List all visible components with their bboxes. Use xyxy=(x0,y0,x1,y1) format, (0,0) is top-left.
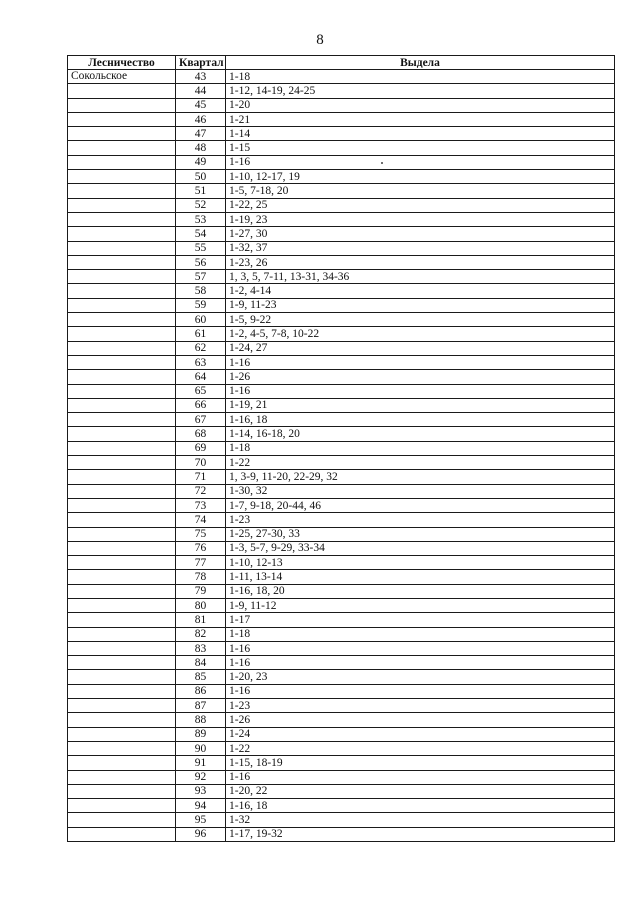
table-header-row xyxy=(68,56,615,70)
plots-cell: 1-9, 11-23 xyxy=(226,298,615,312)
quarter-cell: 83 xyxy=(176,641,226,655)
table-row xyxy=(68,427,615,441)
table-row xyxy=(68,298,615,312)
table-row xyxy=(68,584,615,598)
quarter-cell: 53 xyxy=(176,212,226,226)
table-row xyxy=(68,756,615,770)
table-row xyxy=(68,255,615,269)
plots-cell: 1-20, 23 xyxy=(226,670,615,684)
table-row xyxy=(68,184,615,198)
plots-cell: 1-16, 18 xyxy=(226,799,615,813)
plots-cell: 1-5, 7-18, 20 xyxy=(226,184,615,198)
quarter-cell: 59 xyxy=(176,298,226,312)
quarter-cell: 51 xyxy=(176,184,226,198)
table-row xyxy=(68,684,615,698)
table-row xyxy=(68,770,615,784)
forestry-cell-empty xyxy=(68,456,176,470)
forestry-cell-empty xyxy=(68,598,176,612)
quarter-cell: 55 xyxy=(176,241,226,255)
forestry-cell-empty xyxy=(68,756,176,770)
plots-cell: 1-26 xyxy=(226,713,615,727)
plots-cell: 1-24 xyxy=(226,727,615,741)
table-row xyxy=(68,527,615,541)
forestry-name: Сокольское xyxy=(68,70,176,84)
quarter-cell: 69 xyxy=(176,441,226,455)
quarter-cell: 93 xyxy=(176,784,226,798)
forestry-cell-empty xyxy=(68,727,176,741)
forestry-cell-empty xyxy=(68,184,176,198)
plots-cell: 1-20 xyxy=(226,98,615,112)
table-row xyxy=(68,699,615,713)
plots-cell: 1-16 xyxy=(226,656,615,670)
table-row xyxy=(68,456,615,470)
forestry-cell-empty xyxy=(68,441,176,455)
table-row xyxy=(68,441,615,455)
plots-cell: 1-10, 12-13 xyxy=(226,556,615,570)
forestry-cell-empty xyxy=(68,398,176,412)
plots-cell: 1-19, 23 xyxy=(226,212,615,226)
forestry-cell-empty xyxy=(68,155,176,169)
table-row xyxy=(68,384,615,398)
quarter-cell: 57 xyxy=(176,270,226,284)
forestry-cell-empty xyxy=(68,370,176,384)
quarter-cell: 65 xyxy=(176,384,226,398)
plots-cell: 1-3, 5-7, 9-29, 33-34 xyxy=(226,541,615,555)
forestry-cell-empty xyxy=(68,212,176,226)
forestry-cell-empty xyxy=(68,713,176,727)
forestry-cell-empty xyxy=(68,484,176,498)
quarter-cell: 44 xyxy=(176,84,226,98)
table-row xyxy=(68,670,615,684)
quarter-cell: 86 xyxy=(176,684,226,698)
quarter-cell: 72 xyxy=(176,484,226,498)
quarter-cell: 77 xyxy=(176,556,226,570)
table-row xyxy=(68,827,615,841)
table-row xyxy=(68,413,615,427)
table-row xyxy=(68,541,615,555)
table-row xyxy=(68,598,615,612)
forestry-cell-empty xyxy=(68,270,176,284)
table-row xyxy=(68,570,615,584)
quarter-cell: 60 xyxy=(176,313,226,327)
table-row xyxy=(68,141,615,155)
forestry-cell-empty xyxy=(68,498,176,512)
forestry-cell-empty xyxy=(68,413,176,427)
forestry-cell-empty xyxy=(68,541,176,555)
quarter-cell: 87 xyxy=(176,699,226,713)
forestry-cell-empty xyxy=(68,784,176,798)
table-body xyxy=(68,70,615,842)
forestry-cell-empty xyxy=(68,170,176,184)
quarter-cell: 76 xyxy=(176,541,226,555)
table-row xyxy=(68,227,615,241)
plots-cell: 1-14, 16-18, 20 xyxy=(226,427,615,441)
forestry-cell-empty xyxy=(68,355,176,369)
table-row xyxy=(68,627,615,641)
forestry-cell-empty xyxy=(68,513,176,527)
quarter-cell: 66 xyxy=(176,398,226,412)
quarter-cell: 63 xyxy=(176,355,226,369)
plots-cell: 1-7, 9-18, 20-44, 46 xyxy=(226,498,615,512)
forestry-cell-empty xyxy=(68,741,176,755)
forestry-cell-empty xyxy=(68,327,176,341)
forestry-cell-empty xyxy=(68,613,176,627)
forestry-cell-empty xyxy=(68,684,176,698)
quarter-cell: 48 xyxy=(176,141,226,155)
quarter-cell: 43 xyxy=(176,70,226,84)
quarter-cell: 88 xyxy=(176,713,226,727)
forestry-cell-empty xyxy=(68,298,176,312)
header-plots: Выдела xyxy=(226,56,615,70)
plots-cell: 1-17, 19-32 xyxy=(226,827,615,841)
plots-cell: 1-32 xyxy=(226,813,615,827)
forestry-cell-empty xyxy=(68,584,176,598)
forestry-cell-empty xyxy=(68,313,176,327)
plots-cell: 1-17 xyxy=(226,613,615,627)
forestry-cell-empty xyxy=(68,384,176,398)
forestry-cell-empty xyxy=(68,98,176,112)
quarter-cell: 56 xyxy=(176,255,226,269)
header-quarter: Квартал xyxy=(176,56,226,70)
plots-cell: 1-23, 26 xyxy=(226,255,615,269)
table-row xyxy=(68,741,615,755)
header-forestry: Лесничество xyxy=(68,56,176,70)
plots-cell: 1-19, 21 xyxy=(226,398,615,412)
quarter-cell: 81 xyxy=(176,613,226,627)
quarter-cell: 54 xyxy=(176,227,226,241)
plots-cell: 1-18 xyxy=(226,441,615,455)
table-row xyxy=(68,713,615,727)
quarter-cell: 84 xyxy=(176,656,226,670)
plots-cell: 1-16 xyxy=(226,384,615,398)
forestry-cell-empty xyxy=(68,641,176,655)
table-row xyxy=(68,727,615,741)
plots-cell: 1-22 xyxy=(226,456,615,470)
table-row xyxy=(68,155,615,169)
plots-cell: 1-16 xyxy=(226,770,615,784)
plots-cell: 1, 3, 5, 7-11, 13-31, 34-36 xyxy=(226,270,615,284)
forestry-cell-empty xyxy=(68,570,176,584)
table-row xyxy=(68,556,615,570)
table-row xyxy=(68,112,615,126)
forestry-cell-empty xyxy=(68,255,176,269)
quarter-cell: 92 xyxy=(176,770,226,784)
table-row xyxy=(68,84,615,98)
table-row xyxy=(68,355,615,369)
table-row xyxy=(68,641,615,655)
plots-cell: 1-23 xyxy=(226,513,615,527)
quarter-cell: 64 xyxy=(176,370,226,384)
forestry-cell-empty xyxy=(68,656,176,670)
quarter-cell: 52 xyxy=(176,198,226,212)
quarter-cell: 50 xyxy=(176,170,226,184)
quarter-cell: 58 xyxy=(176,284,226,298)
plots-cell: 1-16 xyxy=(226,684,615,698)
table-row xyxy=(68,170,615,184)
plots-cell: 1-5, 9-22 xyxy=(226,313,615,327)
forestry-cell-empty xyxy=(68,770,176,784)
plots-cell: 1-16 xyxy=(226,155,615,169)
plots-cell: 1-16, 18 xyxy=(226,413,615,427)
forestry-cell-empty xyxy=(68,670,176,684)
page-number: 8 xyxy=(316,32,324,48)
table-row xyxy=(68,270,615,284)
quarter-cell: 71 xyxy=(176,470,226,484)
quarter-cell: 49 xyxy=(176,155,226,169)
plots-cell: 1-9, 11-12 xyxy=(226,598,615,612)
forestry-cell-empty xyxy=(68,813,176,827)
forestry-cell-empty xyxy=(68,427,176,441)
plots-cell: 1-21 xyxy=(226,112,615,126)
table-row xyxy=(68,327,615,341)
forestry-cell-empty xyxy=(68,241,176,255)
table-row xyxy=(68,656,615,670)
forestry-cell-empty xyxy=(68,527,176,541)
quarter-cell: 45 xyxy=(176,98,226,112)
quarter-cell: 79 xyxy=(176,584,226,598)
quarter-cell: 68 xyxy=(176,427,226,441)
table-row xyxy=(68,212,615,226)
plots-cell: 1-30, 32 xyxy=(226,484,615,498)
plots-cell: 1-12, 14-19, 24-25 xyxy=(226,84,615,98)
table-row xyxy=(68,784,615,798)
table-row xyxy=(68,284,615,298)
quarter-cell: 95 xyxy=(176,813,226,827)
table-row xyxy=(68,313,615,327)
forestry-cell-empty xyxy=(68,84,176,98)
forestry-cell-empty xyxy=(68,141,176,155)
plots-cell: 1, 3-9, 11-20, 22-29, 32 xyxy=(226,470,615,484)
table-row xyxy=(68,127,615,141)
quarter-cell: 70 xyxy=(176,456,226,470)
plots-cell: 1-10, 12-17, 19 xyxy=(226,170,615,184)
plots-cell: 1-16 xyxy=(226,641,615,655)
forestry-cell-empty xyxy=(68,827,176,841)
table-row xyxy=(68,613,615,627)
plots-cell: 1-14 xyxy=(226,127,615,141)
plots-cell: 1-20, 22 xyxy=(226,784,615,798)
plots-cell: 1-15 xyxy=(226,141,615,155)
quarter-cell: 61 xyxy=(176,327,226,341)
table-row xyxy=(68,241,615,255)
table-row xyxy=(68,370,615,384)
quarter-cell: 82 xyxy=(176,627,226,641)
plots-cell: 1-2, 4-14 xyxy=(226,284,615,298)
table-row xyxy=(68,813,615,827)
plots-cell: 1-2, 4-5, 7-8, 10-22 xyxy=(226,327,615,341)
plots-cell: 1-15, 18-19 xyxy=(226,756,615,770)
plots-cell: 1-26 xyxy=(226,370,615,384)
table-row xyxy=(68,513,615,527)
table-row xyxy=(68,484,615,498)
plots-cell: 1-16 xyxy=(226,355,615,369)
quarter-cell: 67 xyxy=(176,413,226,427)
forestry-cell-empty xyxy=(68,699,176,713)
forestry-cell-empty xyxy=(68,799,176,813)
quarter-cell: 89 xyxy=(176,727,226,741)
plots-cell: 1-22 xyxy=(226,741,615,755)
forestry-cell-empty xyxy=(68,627,176,641)
plots-cell: 1-23 xyxy=(226,699,615,713)
quarter-cell: 80 xyxy=(176,598,226,612)
forestry-table xyxy=(67,55,615,842)
quarter-cell: 91 xyxy=(176,756,226,770)
quarter-cell: 85 xyxy=(176,670,226,684)
quarter-cell: 62 xyxy=(176,341,226,355)
table-row xyxy=(68,341,615,355)
forestry-cell-empty xyxy=(68,341,176,355)
quarter-cell: 75 xyxy=(176,527,226,541)
quarter-cell: 78 xyxy=(176,570,226,584)
quarter-cell: 46 xyxy=(176,112,226,126)
table-row xyxy=(68,198,615,212)
quarter-cell: 47 xyxy=(176,127,226,141)
forestry-cell-empty xyxy=(68,470,176,484)
plots-cell: 1-16, 18, 20 xyxy=(226,584,615,598)
forestry-cell-empty xyxy=(68,556,176,570)
quarter-cell: 94 xyxy=(176,799,226,813)
plots-cell: 1-18 xyxy=(226,627,615,641)
forestry-cell-empty xyxy=(68,227,176,241)
forestry-cell-empty xyxy=(68,112,176,126)
plots-cell: 1-32, 37 xyxy=(226,241,615,255)
table-row xyxy=(68,398,615,412)
forestry-cell-empty xyxy=(68,198,176,212)
plots-cell: 1-24, 27 xyxy=(226,341,615,355)
plots-cell: 1-25, 27-30, 33 xyxy=(226,527,615,541)
plots-cell: 1-22, 25 xyxy=(226,198,615,212)
plots-cell: 1-11, 13-14 xyxy=(226,570,615,584)
plots-cell: 1-18 xyxy=(226,70,615,84)
table-row xyxy=(68,470,615,484)
quarter-cell: 90 xyxy=(176,741,226,755)
table-row xyxy=(68,498,615,512)
plots-cell: 1-27, 30 xyxy=(226,227,615,241)
quarter-cell: 96 xyxy=(176,827,226,841)
quarter-cell: 73 xyxy=(176,498,226,512)
table-row xyxy=(68,70,615,84)
forestry-cell-empty xyxy=(68,127,176,141)
quarter-cell: 74 xyxy=(176,513,226,527)
table-row xyxy=(68,799,615,813)
table-row xyxy=(68,98,615,112)
forestry-cell-empty xyxy=(68,284,176,298)
